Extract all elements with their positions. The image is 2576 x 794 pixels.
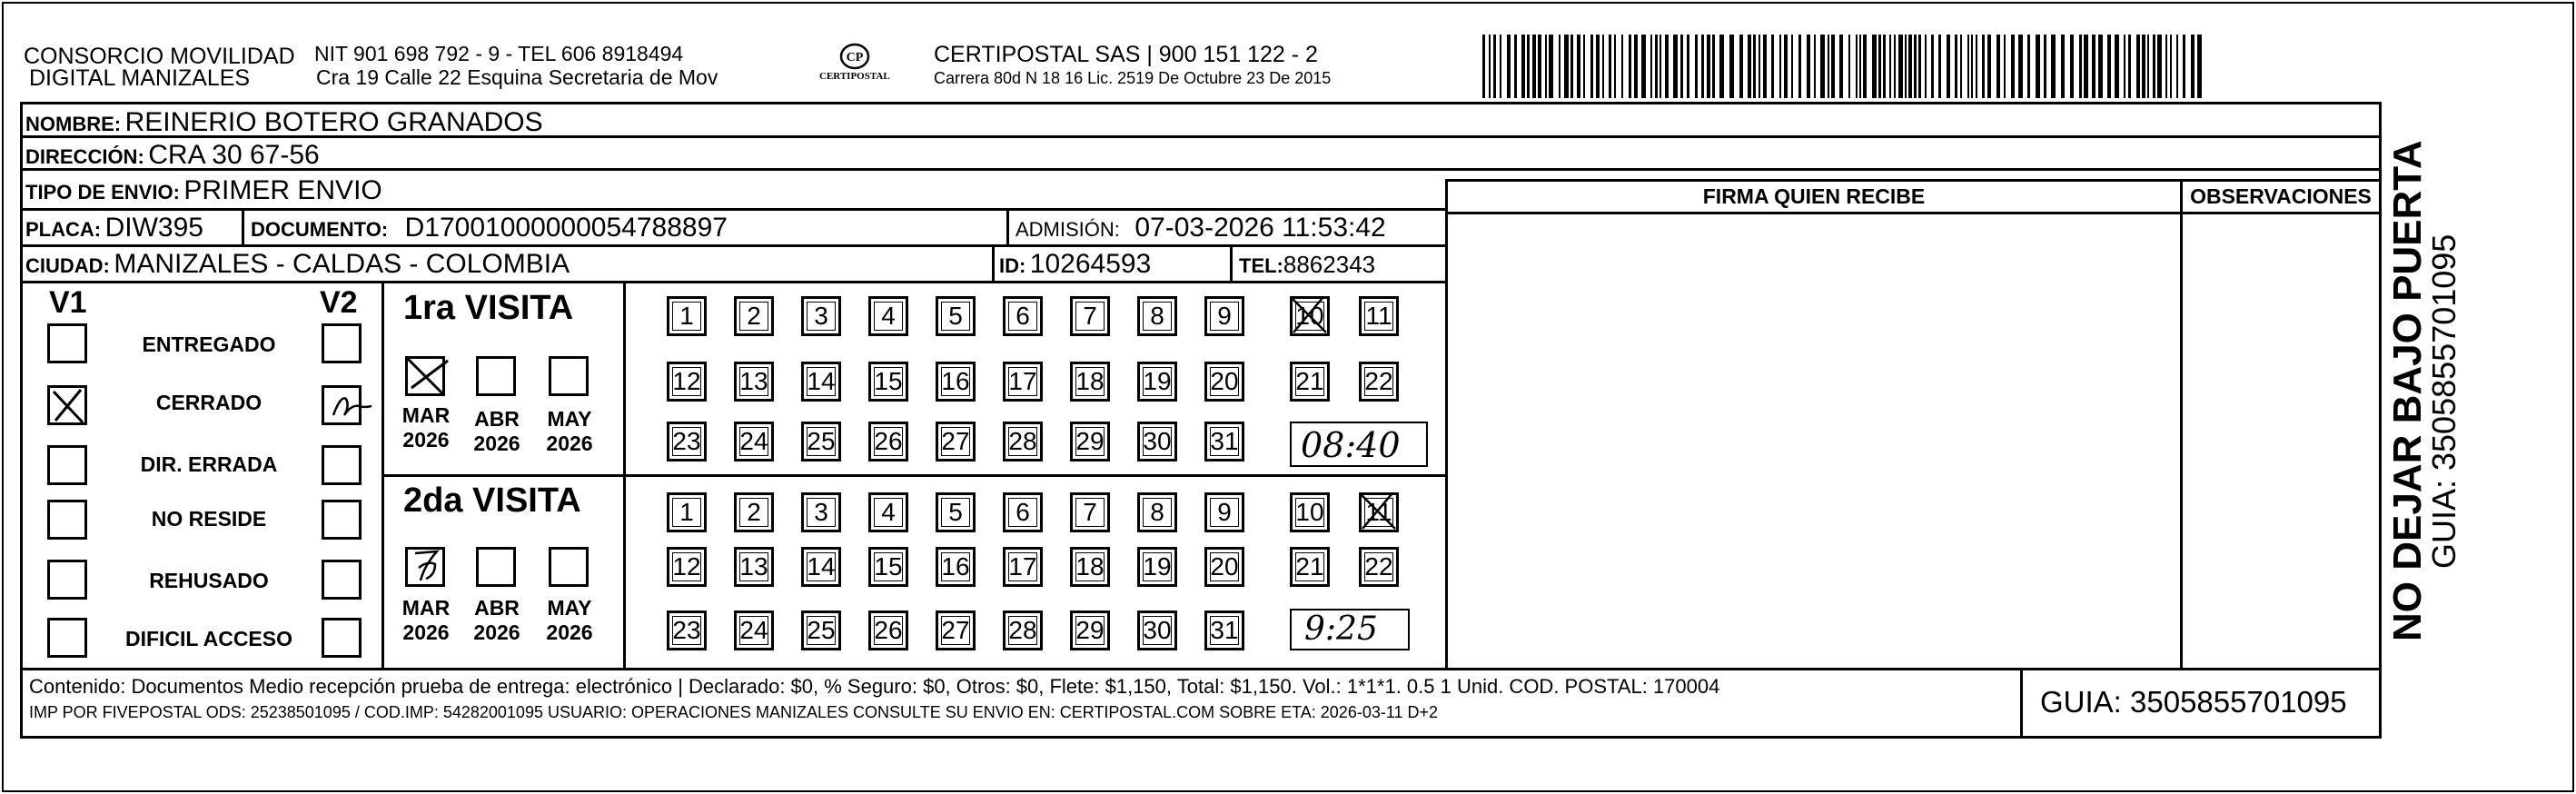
visit1-month-may-checkbox[interactable] bbox=[549, 356, 589, 396]
day-box[interactable]: 2 bbox=[734, 296, 774, 336]
row-border bbox=[1446, 179, 2382, 182]
barcode-bar bbox=[1791, 35, 1793, 98]
v2-no-reside-checkbox[interactable] bbox=[322, 500, 362, 540]
visit1-month-mar-label bbox=[394, 403, 458, 452]
day-box[interactable]: 3 bbox=[801, 492, 841, 532]
month-name: MAY bbox=[547, 596, 592, 620]
day-box[interactable]: 19 bbox=[1137, 362, 1177, 402]
barcode-bar bbox=[1955, 35, 1957, 98]
barcode-bar bbox=[1889, 35, 1891, 98]
barcode-bar bbox=[1701, 35, 1704, 98]
ciudad-cell bbox=[25, 249, 570, 280]
admision-cell bbox=[1016, 213, 1386, 243]
day-box[interactable]: 22 bbox=[1359, 362, 1399, 402]
admision-divider bbox=[1006, 208, 1009, 244]
day-box[interactable]: 23 bbox=[667, 422, 707, 462]
v1-rehusado-checkbox[interactable] bbox=[47, 560, 87, 600]
barcode-bar bbox=[1759, 35, 1760, 98]
nombre-value: REINERIO BOTERO GRANADOS bbox=[124, 107, 543, 137]
barcode-bar bbox=[1621, 35, 1623, 98]
visit2-hour-box[interactable] bbox=[1290, 609, 1410, 650]
visit2-month-abr-checkbox[interactable] bbox=[476, 547, 516, 587]
placa-divider bbox=[242, 208, 244, 244]
guia-box-divider bbox=[2020, 668, 2023, 739]
barcode-bar bbox=[1493, 35, 1496, 98]
tipo-envio-row bbox=[25, 175, 382, 206]
barcode-bar bbox=[2092, 35, 2095, 98]
footer-content-line: Contenido: Documentos Medio recepción prueba de entrega: electrónico | Declarado: $0, % Seguro: $0, Otros: $0, Flete: $1,150, Total: $1,150. Vol.: 1*1*1. 0.5 1 Unid. COD. POSTAL: 170004 bbox=[29, 675, 1720, 698]
day-box[interactable]: 8 bbox=[1137, 296, 1177, 336]
day-box[interactable]: 25 bbox=[801, 610, 841, 650]
day-box[interactable]: 11 bbox=[1359, 492, 1399, 532]
day-box[interactable]: 18 bbox=[1070, 547, 1110, 587]
barcode-bar bbox=[1602, 35, 1604, 98]
barcode-bar bbox=[2170, 35, 2172, 98]
day-box[interactable]: 14 bbox=[801, 547, 841, 587]
check-x-icon bbox=[50, 388, 86, 424]
day-box[interactable]: 13 bbox=[734, 362, 774, 402]
day-box[interactable]: 4 bbox=[868, 296, 908, 336]
barcode-bar bbox=[1771, 35, 1774, 98]
day-box[interactable]: 27 bbox=[936, 422, 976, 462]
barcode-bar bbox=[1514, 35, 1517, 98]
certipostal-logo bbox=[814, 40, 896, 94]
day-box[interactable]: 14 bbox=[801, 362, 841, 402]
barcode-bar bbox=[2153, 35, 2155, 98]
barcode-bar bbox=[2044, 35, 2046, 98]
month-name: ABR bbox=[474, 596, 520, 620]
visit1-month-may-label bbox=[538, 407, 601, 456]
row-border bbox=[20, 244, 1448, 247]
tel-label: TEL: bbox=[1239, 254, 1283, 277]
day-box[interactable]: 3 bbox=[801, 296, 841, 336]
day-box[interactable]: 7 bbox=[1070, 492, 1110, 532]
visit-separator bbox=[381, 474, 1448, 477]
v2-cerrado-checkbox[interactable] bbox=[322, 385, 362, 425]
barcode-bar bbox=[1960, 35, 1962, 98]
placa-value: DIW395 bbox=[104, 213, 203, 243]
barcode-bar bbox=[1665, 35, 1669, 98]
month-name: ABR bbox=[474, 407, 520, 431]
option-no-reside: NO RESIDE bbox=[151, 507, 267, 531]
month-name: MAY bbox=[547, 407, 592, 431]
barcode-bar bbox=[1839, 35, 1843, 98]
side-warning: NO DEJAR BAJO PUERTA bbox=[2385, 140, 2430, 641]
barcode-bar bbox=[1596, 35, 1600, 98]
check-mark-icon bbox=[324, 388, 379, 424]
barcode-bar bbox=[2070, 35, 2074, 98]
barcode-bar bbox=[1931, 35, 1934, 98]
barcode-bar bbox=[1971, 35, 1973, 98]
month-year: 2026 bbox=[473, 620, 520, 644]
barcode-bar bbox=[2142, 35, 2145, 98]
day-box[interactable]: 21 bbox=[1290, 362, 1330, 402]
barcode-bar bbox=[1707, 35, 1710, 98]
barcode-bar bbox=[1779, 35, 1781, 98]
barcode-bar bbox=[2061, 35, 2065, 98]
barcode-bar bbox=[1660, 35, 1661, 98]
barcode-bar bbox=[1982, 35, 1985, 98]
ciudad-label: CIUDAD: bbox=[25, 254, 110, 277]
barcode-bar bbox=[2197, 35, 2202, 98]
id-label: ID: bbox=[999, 254, 1026, 277]
barcode-bar bbox=[1828, 35, 1829, 98]
visit1-hour: 08:40 bbox=[1301, 425, 1401, 465]
barcode-bar bbox=[2079, 35, 2082, 98]
day-box[interactable]: 20 bbox=[1204, 547, 1244, 587]
logo-text: CERTIPOSTAL bbox=[819, 71, 890, 82]
day-box[interactable]: 23 bbox=[667, 610, 707, 650]
tel-cell bbox=[1239, 251, 1375, 279]
visit1-month-abr-label bbox=[465, 407, 529, 456]
barcode bbox=[1482, 35, 2207, 98]
firma-area[interactable] bbox=[1448, 214, 2180, 668]
nombre-row bbox=[25, 107, 543, 138]
barcode-bar bbox=[2124, 35, 2125, 98]
check-x-icon bbox=[406, 355, 450, 395]
v2-header: V2 bbox=[320, 285, 358, 320]
day-box[interactable]: 20 bbox=[1204, 362, 1244, 402]
barcode-bar bbox=[2051, 35, 2056, 98]
visit1-month-abr-checkbox[interactable] bbox=[476, 356, 516, 396]
barcode-bar bbox=[2157, 35, 2162, 98]
day-box[interactable]: 31 bbox=[1204, 422, 1244, 462]
barcode-bar bbox=[1687, 35, 1689, 98]
barcode-bar bbox=[1807, 35, 1810, 98]
day-box[interactable]: 16 bbox=[936, 362, 976, 402]
day-box[interactable]: 31 bbox=[1204, 610, 1244, 650]
day-box[interactable]: 12 bbox=[667, 547, 707, 587]
svg-text:CP: CP bbox=[846, 51, 864, 65]
barcode-bar bbox=[1914, 35, 1917, 98]
barcode-bar bbox=[1729, 35, 1734, 98]
barcode-bar bbox=[2018, 35, 2023, 98]
barcode-bar bbox=[1938, 35, 1941, 98]
month-year: 2026 bbox=[402, 428, 450, 452]
option-dir-errada: DIR. ERRADA bbox=[140, 452, 278, 476]
month-name: MAR bbox=[401, 403, 451, 427]
day-box[interactable]: 24 bbox=[734, 422, 774, 462]
v2-dificil-acceso-checkbox[interactable] bbox=[322, 618, 362, 658]
day-box[interactable]: 29 bbox=[1070, 610, 1110, 650]
visit2-month-abr-label bbox=[465, 596, 529, 645]
day-box[interactable]: 18 bbox=[1070, 362, 1110, 402]
row-top-border bbox=[20, 102, 2382, 104]
option-cerrado: CERRADO bbox=[155, 391, 263, 414]
barcode-bar bbox=[1820, 35, 1825, 98]
documento-label: DOCUMENTO: bbox=[251, 218, 389, 241]
day-box[interactable]: 24 bbox=[734, 610, 774, 650]
barcode-bar bbox=[1549, 35, 1553, 98]
month-year: 2026 bbox=[546, 432, 593, 455]
day-box[interactable]: 10 bbox=[1290, 296, 1330, 336]
barcode-bar bbox=[1863, 35, 1867, 98]
visit1-month-mar-checkbox[interactable] bbox=[405, 356, 445, 396]
right-border bbox=[2379, 102, 2382, 739]
day-box[interactable]: 26 bbox=[868, 422, 908, 462]
day-box[interactable]: 8 bbox=[1137, 492, 1177, 532]
barcode-bar bbox=[2004, 35, 2006, 98]
barcode-bar bbox=[1609, 35, 1611, 98]
barcode-bar bbox=[1967, 35, 1969, 98]
direccion-label: DIRECCIÓN: bbox=[25, 145, 144, 168]
barcode-bar bbox=[1784, 35, 1788, 98]
v1-no-reside-checkbox[interactable] bbox=[47, 500, 87, 540]
visit2-month-mar-label bbox=[394, 596, 458, 645]
check-x-icon bbox=[1290, 296, 1330, 336]
barcode-bar bbox=[1976, 35, 1977, 98]
barcode-bar bbox=[2036, 35, 2040, 98]
tel-divider bbox=[1230, 244, 1233, 281]
visit2-title: 2da VISITA bbox=[403, 481, 581, 520]
day-box[interactable]: 28 bbox=[1003, 422, 1043, 462]
company-name-line1: CONSORCIO MOVILIDAD bbox=[24, 44, 295, 69]
day-box[interactable]: 22 bbox=[1359, 547, 1399, 587]
day-box[interactable]: 13 bbox=[734, 547, 774, 587]
visit2-month-mar-checkbox[interactable] bbox=[405, 547, 445, 587]
barcode-bar bbox=[1641, 35, 1646, 98]
barcode-bar bbox=[1650, 35, 1652, 98]
day-box[interactable]: 6 bbox=[1003, 296, 1043, 336]
day-box[interactable]: 30 bbox=[1137, 422, 1177, 462]
barcode-bar bbox=[1748, 35, 1751, 98]
day-box[interactable]: 9 bbox=[1204, 492, 1244, 532]
side-guia: GUIA: 3505855701095 bbox=[2425, 233, 2462, 569]
barcode-bar bbox=[2183, 35, 2185, 98]
footer-print-line: IMP POR FIVEPOSTAL ODS: 25238501095 / COD.IMP: 54282001095 USUARIO: OPERACIONES MANIZALES CONSULTE SU ENVIO EN: CERTIPOSTAL.COM SOBRE ETA: 2026-03-11 D+2 bbox=[29, 703, 1439, 721]
barcode-bar bbox=[1527, 35, 1530, 98]
company-nit: NIT 901 698 792 - 9 - TEL 606 8918494 bbox=[314, 42, 684, 65]
id-cell bbox=[999, 249, 1151, 280]
barcode-bar bbox=[2098, 35, 2103, 98]
v1-dir-errada-checkbox[interactable] bbox=[47, 445, 87, 485]
placa-cell bbox=[25, 213, 203, 243]
day-box[interactable]: 29 bbox=[1070, 422, 1110, 462]
barcode-bar bbox=[1908, 35, 1912, 98]
company-address: Cra 19 Calle 22 Esquina Secretaria de Mov bbox=[316, 65, 718, 89]
barcode-bar bbox=[1918, 35, 1921, 98]
barcode-bar bbox=[1538, 35, 1541, 98]
barcode-bar bbox=[1763, 35, 1767, 98]
barcode-bar bbox=[1947, 35, 1950, 98]
option-entregado: ENTREGADO bbox=[142, 332, 276, 356]
barcode-bar bbox=[1987, 35, 1991, 98]
barcode-bar bbox=[1500, 35, 1501, 98]
barcode-bar bbox=[1680, 35, 1683, 98]
day-box[interactable]: 21 bbox=[1290, 547, 1330, 587]
observaciones-header: OBSERVACIONES bbox=[2190, 184, 2372, 208]
footer-bottom-border bbox=[20, 736, 2382, 739]
row-border bbox=[20, 168, 2382, 171]
barcode-bar bbox=[2176, 35, 2178, 98]
day-box[interactable]: 2 bbox=[734, 492, 774, 532]
day-box[interactable]: 12 bbox=[667, 362, 707, 402]
barcode-bar bbox=[1712, 35, 1715, 98]
v1-entregado-checkbox[interactable] bbox=[47, 323, 87, 363]
barcode-bar bbox=[1673, 35, 1678, 98]
option-dificil-acceso: DIFICIL ACCESO bbox=[124, 627, 292, 650]
barcode-bar bbox=[1634, 35, 1638, 98]
day-box[interactable]: 15 bbox=[868, 362, 908, 402]
check-x-icon bbox=[1359, 492, 1399, 532]
barcode-bar bbox=[2191, 35, 2195, 98]
barcode-bar bbox=[1996, 35, 2000, 98]
day-box[interactable]: 30 bbox=[1137, 610, 1177, 650]
documento-cell bbox=[251, 213, 728, 243]
company-name-line2: DIGITAL MANIZALES bbox=[29, 65, 251, 91]
barcode-bar bbox=[1753, 35, 1756, 98]
day-box[interactable]: 16 bbox=[936, 547, 976, 587]
barcode-bar bbox=[1695, 35, 1698, 98]
tipo-envio-value: PRIMER ENVIO bbox=[183, 175, 382, 205]
day-box[interactable]: 1 bbox=[667, 492, 707, 532]
barcode-bar bbox=[1532, 35, 1536, 98]
day-box[interactable]: 10 bbox=[1290, 492, 1330, 532]
day-box[interactable]: 17 bbox=[1003, 547, 1043, 587]
row-border bbox=[20, 281, 1448, 283]
carrier-name: CERTIPOSTAL SAS | 900 151 122 - 2 bbox=[934, 42, 1318, 67]
day-box[interactable]: 27 bbox=[936, 610, 976, 650]
barcode-bar bbox=[1577, 35, 1580, 98]
month-year: 2026 bbox=[402, 620, 450, 644]
firma-header: FIRMA QUIEN RECIBE bbox=[1702, 184, 1926, 208]
barcode-bar bbox=[1848, 35, 1850, 98]
barcode-bar bbox=[1898, 35, 1903, 98]
day-box[interactable]: 17 bbox=[1003, 362, 1043, 402]
barcode-bar bbox=[1719, 35, 1724, 98]
barcode-bar bbox=[1564, 35, 1569, 98]
observaciones-area[interactable] bbox=[2183, 214, 2379, 668]
v2-entregado-checkbox[interactable] bbox=[322, 323, 362, 363]
barcode-bar bbox=[1894, 35, 1896, 98]
day-box[interactable]: 1 bbox=[667, 296, 707, 336]
documento-value: D17001000000054788897 bbox=[404, 213, 728, 243]
day-box[interactable]: 19 bbox=[1137, 547, 1177, 587]
barcode-bar bbox=[1925, 35, 1927, 98]
month-year: 2026 bbox=[546, 620, 593, 644]
barcode-bar bbox=[1859, 35, 1861, 98]
barcode-bar bbox=[2165, 35, 2167, 98]
barcode-bar bbox=[1878, 35, 1881, 98]
barcode-bar bbox=[2147, 35, 2149, 98]
visit2-month-may-checkbox[interactable] bbox=[549, 547, 589, 587]
day-box[interactable]: 4 bbox=[868, 492, 908, 532]
direccion-row bbox=[25, 140, 320, 171]
placa-label: PLACA: bbox=[25, 218, 102, 241]
direccion-value: CRA 30 67-56 bbox=[148, 140, 320, 170]
barcode-bar bbox=[1614, 35, 1616, 98]
day-box[interactable]: 7 bbox=[1070, 296, 1110, 336]
barcode-bar bbox=[1570, 35, 1573, 98]
barcode-bar bbox=[1583, 35, 1585, 98]
v1-dificil-acceso-checkbox[interactable] bbox=[47, 618, 87, 658]
barcode-bar bbox=[1507, 35, 1511, 98]
barcode-bar bbox=[2107, 35, 2111, 98]
check-mark-icon bbox=[408, 544, 448, 584]
barcode-bar bbox=[2011, 35, 2015, 98]
barcode-bar bbox=[1559, 35, 1560, 98]
day-box[interactable]: 26 bbox=[868, 610, 908, 650]
barcode-bar bbox=[1655, 35, 1658, 98]
day-box[interactable]: 11 bbox=[1359, 296, 1399, 336]
day-box[interactable]: 5 bbox=[936, 296, 976, 336]
ciudad-value: MANIZALES - CALDAS - COLOMBIA bbox=[114, 249, 570, 279]
barcode-bar bbox=[1856, 35, 1858, 98]
admision-value: 07-03-2026 11:53:42 bbox=[1134, 213, 1386, 243]
visit1-title: 1ra VISITA bbox=[403, 289, 574, 327]
left-border bbox=[20, 102, 23, 739]
tel-value: 8862343 bbox=[1283, 251, 1376, 278]
barcode-bar bbox=[1489, 35, 1491, 98]
month-name: MAR bbox=[401, 596, 451, 620]
v1-header: V1 bbox=[49, 285, 87, 320]
day-box[interactable]: 5 bbox=[936, 492, 976, 532]
v1-cerrado-checkbox[interactable] bbox=[47, 385, 87, 425]
barcode-bar bbox=[1872, 35, 1877, 98]
day-box[interactable]: 28 bbox=[1003, 610, 1043, 650]
option-rehusado: REHUSADO bbox=[149, 569, 269, 592]
v2-rehusado-checkbox[interactable] bbox=[322, 560, 362, 600]
id-divider bbox=[992, 244, 995, 281]
barcode-bar bbox=[1905, 35, 1907, 98]
barcode-bar bbox=[1521, 35, 1525, 98]
barcode-bar bbox=[1629, 35, 1631, 98]
nombre-label: NOMBRE: bbox=[25, 113, 122, 135]
visit2-hour: 9:25 bbox=[1304, 610, 1378, 648]
barcode-bar bbox=[2128, 35, 2131, 98]
barcode-bar bbox=[1739, 35, 1743, 98]
barcode-bar bbox=[1883, 35, 1886, 98]
footer-top-border bbox=[20, 668, 2382, 670]
v2-dir-errada-checkbox[interactable] bbox=[322, 445, 362, 485]
footer-guia: GUIA: 3505855701095 bbox=[2040, 685, 2347, 719]
barcode-bar bbox=[2084, 35, 2088, 98]
day-box[interactable]: 15 bbox=[868, 547, 908, 587]
barcode-bar bbox=[1590, 35, 1593, 98]
barcode-bar bbox=[2136, 35, 2140, 98]
day-box[interactable]: 9 bbox=[1204, 296, 1244, 336]
carrier-license: Carrera 80d N 18 16 Lic. 2519 De Octubre 23 De 2015 bbox=[934, 69, 1332, 87]
barcode-bar bbox=[1831, 35, 1835, 98]
barcode-bar bbox=[1482, 35, 1485, 98]
barcode-bar bbox=[1545, 35, 1547, 98]
month-year: 2026 bbox=[473, 432, 520, 455]
barcode-bar bbox=[2027, 35, 2030, 98]
visit1-hour-box[interactable] bbox=[1290, 422, 1428, 467]
barcode-bar bbox=[1798, 35, 1801, 98]
day-box[interactable]: 6 bbox=[1003, 492, 1043, 532]
id-value: 10264593 bbox=[1029, 249, 1152, 279]
visit2-month-may-label bbox=[538, 596, 601, 645]
admision-label: ADMISIÓN: bbox=[1016, 218, 1120, 241]
row-border bbox=[20, 208, 1448, 211]
tipo-envio-label: TIPO DE ENVIO: bbox=[25, 181, 180, 203]
barcode-bar bbox=[2115, 35, 2119, 98]
barcode-bar bbox=[1814, 35, 1816, 98]
day-box[interactable]: 25 bbox=[801, 422, 841, 462]
